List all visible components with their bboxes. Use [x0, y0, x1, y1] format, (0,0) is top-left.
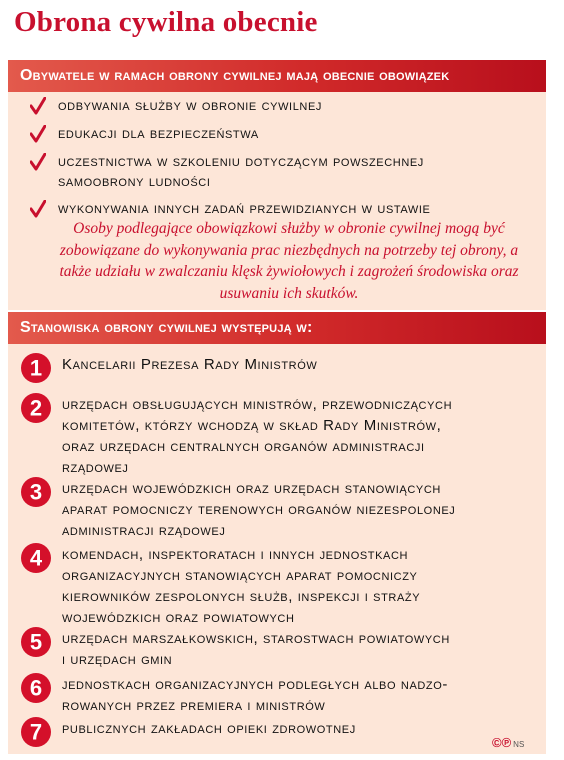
location-text: administracji rządowej [62, 522, 226, 539]
location-text: rowanych przez premiera i ministrów [62, 697, 326, 714]
location-text: komitetów, którzy wchodzą w skład Rady Ministrów, [62, 417, 442, 434]
location-text: wojewódzkich oraz powiatowych [62, 609, 295, 626]
checkmark-icon [30, 153, 46, 171]
number-badge-icon [20, 542, 52, 574]
checkmark-icon [30, 97, 46, 115]
svg-text:4: 4 [29, 545, 43, 571]
svg-text:3: 3 [29, 479, 43, 505]
location-text: kierowników zespolonych służb, inspekcji i straży [62, 588, 421, 605]
section2-heading: Stanowiska obrony cywilnej występują w: [8, 312, 546, 344]
location-text: urzędach marszałkowskich, starostwach powiatowych [62, 630, 450, 647]
checkmark-icon [30, 200, 46, 218]
number-badge-icon [20, 716, 52, 748]
number-badge-icon [20, 352, 52, 384]
location-text: urzędach wojewódzkich oraz urzędach stanowiących [62, 480, 441, 497]
page-title: Obrona cywilna obecnie [14, 6, 318, 38]
author-initials: NS [513, 740, 525, 749]
location-text: aparat pomocniczy terenowych organów niezespolonej [62, 501, 456, 518]
number-badge-icon [20, 626, 52, 658]
number-badge [20, 352, 52, 384]
number-badge [20, 542, 52, 574]
location-text: oraz urzędach centralnych organów administracji [62, 438, 425, 455]
duty-text: edukacji dla bezpieczeństwa [58, 125, 259, 142]
copyright-mark: ©℗ [492, 735, 512, 750]
section1-heading: Obywatele w ramach obrony cywilnej mają obecnie obowiązek [8, 60, 546, 92]
svg-text:6: 6 [29, 675, 43, 701]
location-text: jednostkach organizacyjnych podległych albo nadzo- [62, 676, 448, 693]
location-text: rządowej [62, 459, 129, 476]
number-badge-icon [20, 392, 52, 424]
number-badge [20, 392, 52, 424]
number-badge [20, 672, 52, 704]
number-badge [20, 626, 52, 658]
copyright-credit [492, 735, 524, 750]
checkmark-icon [30, 125, 46, 143]
number-badge [20, 716, 52, 748]
number-badge-icon [20, 476, 52, 508]
svg-text:7: 7 [29, 719, 43, 745]
location-text: Kancelarii Prezesa Rady Ministrów [62, 356, 318, 373]
obligation-note: Osoby podlegające obowiązkowi służby w obronie cywilnej mogą być zobowiązane do wykonywania prac niezbędnych na potrzeby tej obrony, a także udziału w zwalczaniu klęsk żywiołowych i zagrożeń środowiska oraz usuwaniu ich skutków. [59, 220, 519, 302]
location-text: komendach, inspektoratach i innych jednostkach [62, 546, 409, 563]
location-text: publicznych zakładach opieki zdrowotnej [62, 720, 356, 737]
duty-text: uczestnictwa w szkoleniu dotyczącym powszechnej [58, 153, 424, 170]
duty-text: odbywania służby w obronie cywilnej [58, 97, 323, 114]
location-text: organizacyjnych stanowiących aparat pomocniczy [62, 567, 418, 584]
svg-text:5: 5 [29, 629, 43, 655]
duty-text: wykonywania innych zadań przewidzianych w ustawie [58, 200, 431, 217]
number-badge-icon [20, 672, 52, 704]
location-text: urzędach obsługujących ministrów, przewodniczących [62, 396, 453, 413]
svg-text:1: 1 [29, 355, 43, 381]
duty-text: samoobrony ludności [58, 173, 211, 190]
location-text: i urzędach gmin [62, 651, 173, 668]
svg-text:2: 2 [29, 395, 43, 421]
number-badge [20, 476, 52, 508]
